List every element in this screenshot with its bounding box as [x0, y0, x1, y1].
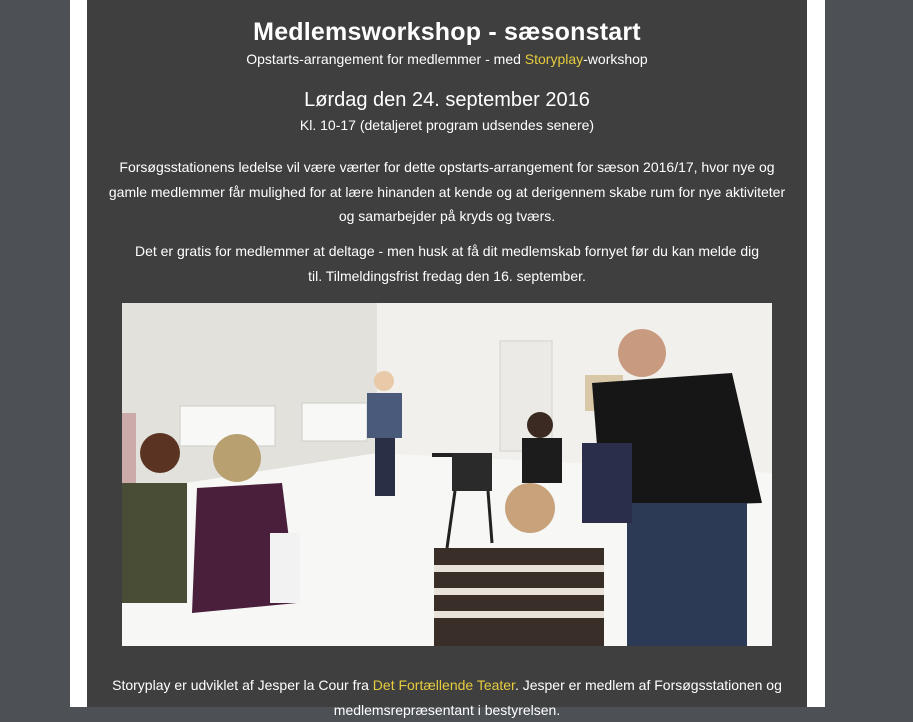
intro-line-3: og samarbejder på kryds og tværs.: [101, 204, 793, 229]
page-title: Medlemsworkshop - sæsonstart: [87, 18, 807, 47]
event-date: Lørdag den 24. september 2016: [87, 89, 807, 112]
newsletter-content: [87, 0, 807, 707]
intro-line-1: Forsøgsstationens ledelse vil være værter for dette opstarts-arrangement for sæson 2016/17, hvor nye og: [101, 155, 793, 180]
intro-line-2: gamle medlemmer får mulighed for at lære hinanden at kende og at derigennem skabe rum for nye aktiviteter: [101, 180, 793, 205]
storyplay-line-1: [101, 673, 793, 698]
subtitle-text: Opstarts-arrangement for medlemmer - med: [246, 51, 525, 67]
intro-paragraph: [101, 155, 793, 229]
workshop-photo-illustration: [122, 303, 772, 646]
event-time: Kl. 10-17 (detaljeret program udsendes senere): [87, 117, 807, 133]
storyplay-line-2: medlemsrepræsentant i bestyrelsen.: [101, 698, 793, 722]
registration-line-1: Det er gratis for medlemmer at deltage - men husk at få dit medlemskab fornyet før du kan melde dig: [101, 239, 793, 264]
registration-line-2: til. Tilmeldingsfrist fredag den 16. september.: [101, 264, 793, 289]
det-fortaellende-teater-link[interactable]: Det Fortællende Teater: [373, 677, 515, 693]
storyplay-link[interactable]: Storyplay: [525, 51, 583, 67]
subtitle: [87, 51, 807, 67]
storyplay-paragraph: [101, 673, 793, 722]
subtitle-suffix: -workshop: [583, 51, 648, 67]
storyplay-line-1-start: Storyplay er udviklet af Jesper la Cour fra: [112, 677, 373, 693]
storyplay-line-1-end: . Jesper er medlem af Forsøgsstationen og: [515, 677, 782, 693]
workshop-photo: [122, 303, 772, 646]
registration-paragraph: [101, 239, 793, 288]
